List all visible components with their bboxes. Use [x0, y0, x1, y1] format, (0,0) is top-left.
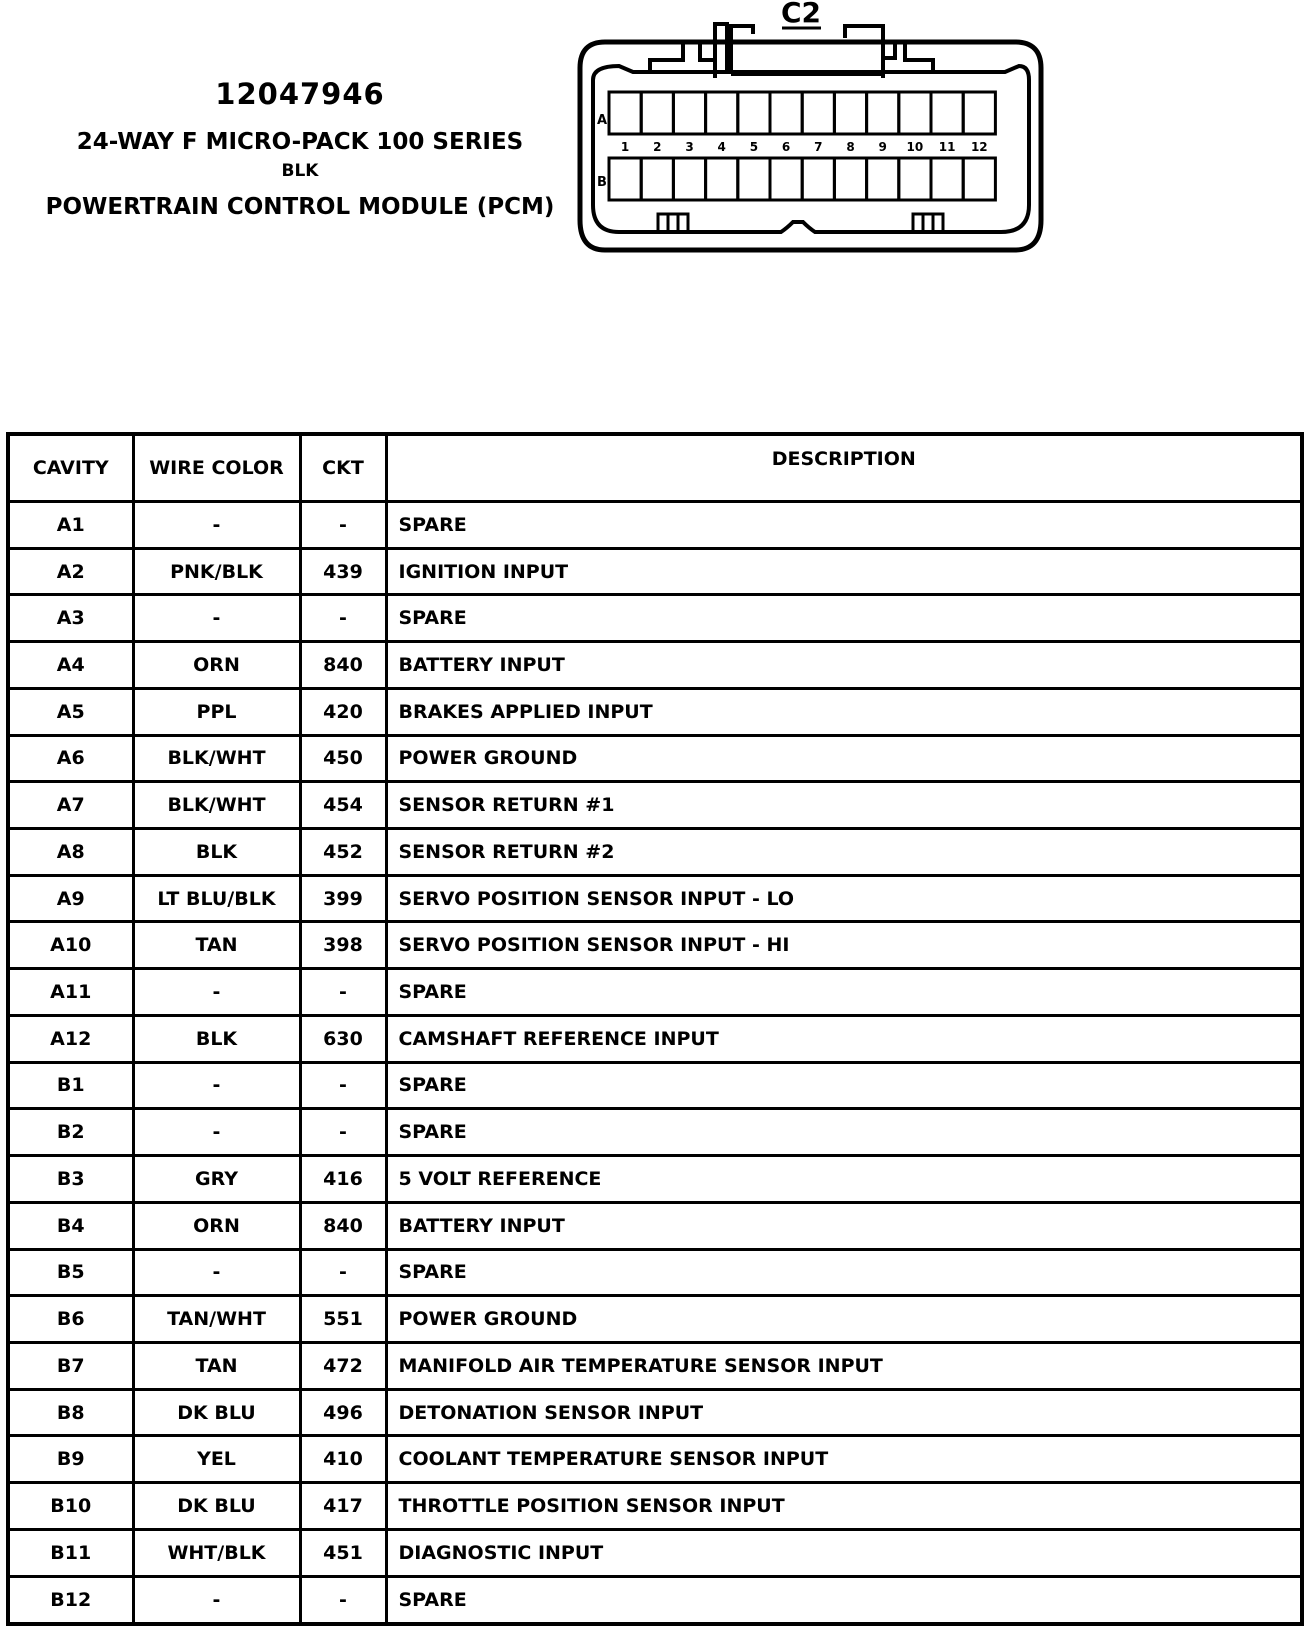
- header-cavity: CAVITY: [8, 434, 133, 502]
- cavity-a11: [931, 92, 963, 134]
- header-ckt: CKT: [300, 434, 386, 502]
- cell-description: SPARE: [386, 502, 1302, 549]
- cell-description: SENSOR RETURN #2: [386, 829, 1302, 876]
- cavity-b4: [706, 158, 738, 200]
- cell-wire-color: -: [133, 595, 300, 642]
- table-row: [8, 1529, 1302, 1576]
- table-row: [8, 782, 1302, 829]
- table-row: [8, 595, 1302, 642]
- cell-description: COOLANT TEMPERATURE SENSOR INPUT: [386, 1436, 1302, 1483]
- polarization-key-right: [913, 214, 943, 232]
- cell-description: POWER GROUND: [386, 1296, 1302, 1343]
- cell-cavity: B6: [8, 1296, 133, 1343]
- cell-description: SPARE: [386, 1109, 1302, 1156]
- cavity-row-a: [609, 92, 995, 134]
- cell-cavity: A12: [8, 1015, 133, 1062]
- cavity-number: 9: [878, 140, 887, 154]
- cavity-b9: [867, 158, 899, 200]
- cell-ckt: 451: [300, 1529, 386, 1576]
- table-row: [8, 502, 1302, 549]
- cavity-number: 12: [970, 140, 988, 154]
- cavity-a1: [609, 92, 641, 134]
- cell-ckt: 452: [300, 829, 386, 876]
- polarization-key-left: [658, 214, 688, 232]
- table-row: [8, 642, 1302, 689]
- table-row: [8, 1576, 1302, 1624]
- table-row: [8, 735, 1302, 782]
- cavity-number: 10: [906, 140, 924, 154]
- cell-ckt: 496: [300, 1389, 386, 1436]
- cavity-a2: [641, 92, 673, 134]
- cavity-a5: [738, 92, 770, 134]
- table-row: [8, 969, 1302, 1016]
- cell-wire-color: BLK: [133, 1015, 300, 1062]
- cell-cavity: A11: [8, 969, 133, 1016]
- row-label-b: B: [597, 175, 607, 190]
- cell-wire-color: BLK/WHT: [133, 782, 300, 829]
- cavity-a6: [770, 92, 802, 134]
- cell-description: THROTTLE POSITION SENSOR INPUT: [386, 1483, 1302, 1530]
- cavity-number: 7: [814, 140, 823, 154]
- table-row: [8, 1296, 1302, 1343]
- connector-info: [20, 77, 580, 220]
- cell-ckt: 417: [300, 1483, 386, 1530]
- cavity-number: 2: [653, 140, 662, 154]
- cell-wire-color: DK BLU: [133, 1483, 300, 1530]
- cell-description: SPARE: [386, 1062, 1302, 1109]
- table-row: [8, 1062, 1302, 1109]
- cell-ckt: 439: [300, 548, 386, 595]
- cell-wire-color: WHT/BLK: [133, 1529, 300, 1576]
- cell-ckt: -: [300, 1109, 386, 1156]
- part-number: 12047946: [215, 77, 385, 111]
- table-row: [8, 548, 1302, 595]
- cell-wire-color: -: [133, 1249, 300, 1296]
- cavity-number: 8: [846, 140, 855, 154]
- cell-ckt: -: [300, 595, 386, 642]
- cell-description: BRAKES APPLIED INPUT: [386, 688, 1302, 735]
- cell-ckt: 630: [300, 1015, 386, 1062]
- header-description: DESCRIPTION: [386, 434, 1302, 502]
- cell-ckt: 551: [300, 1296, 386, 1343]
- cell-ckt: -: [300, 1062, 386, 1109]
- cell-ckt: -: [300, 1249, 386, 1296]
- cavity-b5: [738, 158, 770, 200]
- cavity-b10: [899, 158, 931, 200]
- cell-wire-color: -: [133, 1576, 300, 1624]
- cell-cavity: A9: [8, 875, 133, 922]
- cavity-b3: [673, 158, 705, 200]
- module-name: POWERTRAIN CONTROL MODULE (PCM): [45, 194, 555, 220]
- cavity-a7: [802, 92, 834, 134]
- cavity-number: 4: [717, 140, 726, 154]
- cavity-b2: [641, 158, 673, 200]
- cell-description: 5 VOLT REFERENCE: [386, 1156, 1302, 1203]
- cavity-number: 11: [938, 140, 956, 154]
- cell-ckt: -: [300, 502, 386, 549]
- cavity-a10: [899, 92, 931, 134]
- cell-ckt: 398: [300, 922, 386, 969]
- cell-cavity: A1: [8, 502, 133, 549]
- cell-wire-color: YEL: [133, 1436, 300, 1483]
- cell-cavity: A8: [8, 829, 133, 876]
- cell-description: DETONATION SENSOR INPUT: [386, 1389, 1302, 1436]
- table-row: [8, 875, 1302, 922]
- cell-wire-color: -: [133, 969, 300, 1016]
- cavity-b8: [834, 158, 866, 200]
- cell-cavity: B11: [8, 1529, 133, 1576]
- cell-cavity: B12: [8, 1576, 133, 1624]
- cell-cavity: B8: [8, 1389, 133, 1436]
- cavity-number: 3: [685, 140, 694, 154]
- header-wire-color: WIRE COLOR: [133, 434, 300, 502]
- table-row: [8, 1249, 1302, 1296]
- cell-wire-color: BLK: [133, 829, 300, 876]
- table-row: [8, 1202, 1302, 1249]
- cell-cavity: B2: [8, 1109, 133, 1156]
- cell-cavity: B10: [8, 1483, 133, 1530]
- cavity-a3: [673, 92, 705, 134]
- cell-wire-color: PNK/BLK: [133, 548, 300, 595]
- connector-latch: [650, 24, 933, 78]
- cavity-number: 1: [620, 140, 630, 154]
- cell-description: SPARE: [386, 595, 1302, 642]
- cell-wire-color: -: [133, 502, 300, 549]
- cell-ckt: -: [300, 1576, 386, 1624]
- table-row: [8, 1389, 1302, 1436]
- connector-name: 24-WAY F MICRO-PACK 100 SERIES: [76, 129, 524, 155]
- cell-ckt: 454: [300, 782, 386, 829]
- cell-description: MANIFOLD AIR TEMPERATURE SENSOR INPUT: [386, 1342, 1302, 1389]
- cell-cavity: A4: [8, 642, 133, 689]
- table-row: [8, 829, 1302, 876]
- cell-cavity: A3: [8, 595, 133, 642]
- cell-wire-color: TAN/WHT: [133, 1296, 300, 1343]
- cavity-number: 5: [749, 140, 759, 154]
- cell-description: POWER GROUND: [386, 735, 1302, 782]
- cell-wire-color: DK BLU: [133, 1389, 300, 1436]
- table-row: [8, 1109, 1302, 1156]
- cell-wire-color: -: [133, 1062, 300, 1109]
- cell-description: SPARE: [386, 1249, 1302, 1296]
- cell-description: BATTERY INPUT: [386, 642, 1302, 689]
- cell-wire-color: ORN: [133, 1202, 300, 1249]
- cell-cavity: A10: [8, 922, 133, 969]
- cell-cavity: B7: [8, 1342, 133, 1389]
- cell-description: CAMSHAFT REFERENCE INPUT: [386, 1015, 1302, 1062]
- cell-cavity: B1: [8, 1062, 133, 1109]
- cavity-a12: [963, 92, 995, 134]
- table-row: [8, 1436, 1302, 1483]
- cell-description: SPARE: [386, 969, 1302, 1016]
- cavity-a8: [834, 92, 866, 134]
- table-row: [8, 1342, 1302, 1389]
- cell-ckt: -: [300, 969, 386, 1016]
- pinout-table: [6, 432, 1304, 1626]
- cavity-number: 6: [781, 140, 791, 154]
- cavity-b12: [963, 158, 995, 200]
- cell-ckt: 840: [300, 1202, 386, 1249]
- cavity-a4: [706, 92, 738, 134]
- cell-description: SERVO POSITION SENSOR INPUT - HI: [386, 922, 1302, 969]
- cell-cavity: A5: [8, 688, 133, 735]
- connector-color: BLK: [281, 161, 319, 181]
- cell-wire-color: BLK/WHT: [133, 735, 300, 782]
- cell-cavity: A2: [8, 548, 133, 595]
- cell-ckt: 420: [300, 688, 386, 735]
- cell-ckt: 840: [300, 642, 386, 689]
- cell-wire-color: PPL: [133, 688, 300, 735]
- cell-cavity: B5: [8, 1249, 133, 1296]
- cell-ckt: 410: [300, 1436, 386, 1483]
- cell-ckt: 450: [300, 735, 386, 782]
- cell-wire-color: TAN: [133, 1342, 300, 1389]
- connector-face-diagram: [575, 0, 1095, 270]
- cell-ckt: 472: [300, 1342, 386, 1389]
- connector-label: C2: [780, 0, 822, 29]
- table-row: [8, 1483, 1302, 1530]
- table-header-row: [8, 434, 1302, 502]
- row-label-a: A: [597, 113, 608, 128]
- cell-description: SERVO POSITION SENSOR INPUT - LO: [386, 875, 1302, 922]
- cell-cavity: B4: [8, 1202, 133, 1249]
- table-row: [8, 688, 1302, 735]
- cell-wire-color: GRY: [133, 1156, 300, 1203]
- cavity-row-b: [609, 158, 995, 200]
- cavity-numbers: [621, 140, 988, 154]
- table-row: [8, 1156, 1302, 1203]
- table-row: [8, 922, 1302, 969]
- cavity-b1: [609, 158, 641, 200]
- cell-wire-color: LT BLU/BLK: [133, 875, 300, 922]
- cell-cavity: A7: [8, 782, 133, 829]
- cell-description: DIAGNOSTIC INPUT: [386, 1529, 1302, 1576]
- table-row: [8, 1015, 1302, 1062]
- cell-description: IGNITION INPUT: [386, 548, 1302, 595]
- cell-ckt: 416: [300, 1156, 386, 1203]
- cell-wire-color: -: [133, 1109, 300, 1156]
- cell-description: SENSOR RETURN #1: [386, 782, 1302, 829]
- cell-cavity: B3: [8, 1156, 133, 1203]
- cavity-a9: [867, 92, 899, 134]
- cavity-b11: [931, 158, 963, 200]
- cell-description: SPARE: [386, 1576, 1302, 1624]
- cell-wire-color: ORN: [133, 642, 300, 689]
- cavity-b6: [770, 158, 802, 200]
- cell-description: BATTERY INPUT: [386, 1202, 1302, 1249]
- cell-cavity: A6: [8, 735, 133, 782]
- cell-cavity: B9: [8, 1436, 133, 1483]
- cavity-b7: [802, 158, 834, 200]
- pinout-rows: [8, 502, 1302, 1625]
- cell-ckt: 399: [300, 875, 386, 922]
- cell-wire-color: TAN: [133, 922, 300, 969]
